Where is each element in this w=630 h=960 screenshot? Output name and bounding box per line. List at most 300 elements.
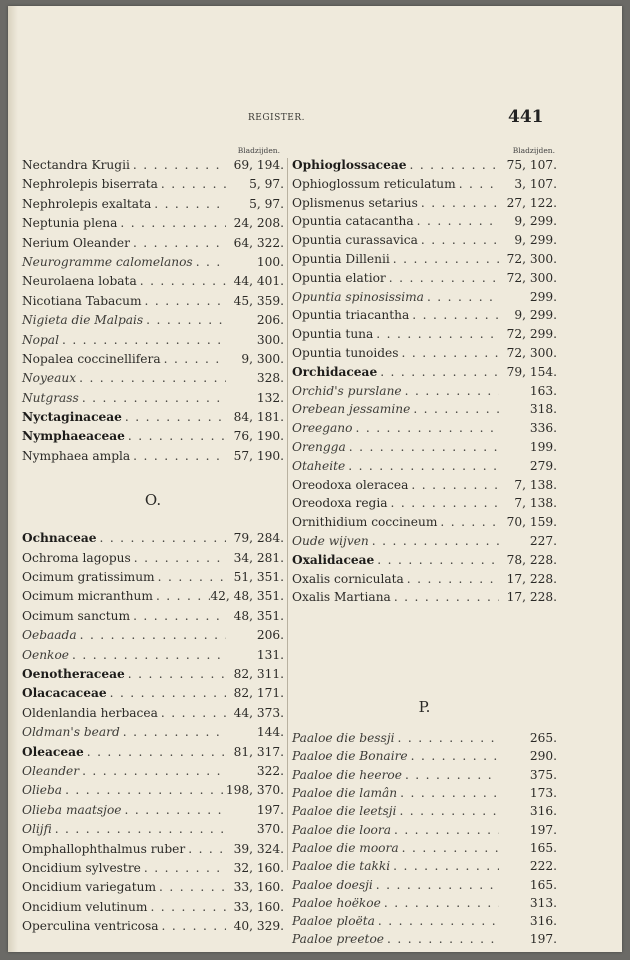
dot-leader	[404, 572, 499, 586]
entry-pages: 81, 317.	[233, 744, 284, 759]
entry-name: Opuntia Dillenii	[292, 251, 390, 266]
dot-leader	[142, 294, 226, 308]
entry-name: Oreegano	[292, 421, 353, 436]
index-entry	[292, 290, 557, 309]
entry-pages: 70, 159.	[506, 515, 557, 530]
dot-leader	[391, 823, 499, 837]
entry-pages: 51, 351.	[233, 570, 284, 585]
entry-name: Nutgrass	[22, 390, 79, 405]
entry-pages: 163.	[529, 383, 557, 398]
entry-pages: 79, 154.	[506, 364, 557, 379]
index-entry	[22, 686, 284, 705]
entry-pages: 9, 299.	[514, 214, 557, 229]
entry-name: Nephrolepis exaltata	[22, 196, 152, 211]
entry-name: Paaloe die heeroe	[292, 767, 402, 782]
index-entry	[292, 421, 557, 440]
dot-leader	[402, 768, 499, 782]
index-entry	[292, 932, 557, 950]
entry-pages: 33, 160.	[233, 880, 284, 895]
entry-name: Paaloe doesji	[292, 877, 373, 892]
dot-leader	[122, 410, 226, 424]
entry-pages: 316.	[529, 804, 557, 819]
running-head: REGISTER.	[248, 113, 305, 123]
dot-leader	[456, 177, 499, 191]
dot-leader	[397, 786, 499, 800]
entry-pages: 48, 351.	[233, 608, 284, 623]
entry-pages: 72, 299.	[506, 327, 557, 342]
entry-name: Orchid's purslane	[292, 383, 402, 398]
entry-pages: 75, 107.	[506, 158, 557, 172]
entry-pages: 265.	[529, 731, 557, 746]
pages-column-label: Bladzijden.	[237, 146, 280, 155]
entry-name: Ophioglossaceae	[292, 158, 407, 172]
entry-name: Olieba	[22, 783, 63, 798]
entry-name: Oxalis corniculata	[292, 571, 404, 586]
entry-pages: 64, 322.	[233, 235, 284, 250]
dot-leader	[373, 327, 499, 341]
entry-name: Neptunia plena	[22, 216, 118, 231]
dot-leader	[143, 313, 226, 327]
entry-pages: 318.	[529, 402, 557, 417]
entry-pages: 33, 160.	[233, 899, 284, 914]
dot-leader	[77, 628, 226, 642]
entry-name: Ornithidium coccineum	[292, 515, 438, 530]
entry-name: Paaloe ploëta	[292, 914, 375, 929]
entry-pages: 328.	[256, 371, 284, 386]
dot-leader	[151, 197, 226, 211]
section-p-list	[292, 731, 557, 951]
dot-leader	[395, 731, 500, 745]
entry-name: Paaloe hoëkoe	[292, 895, 381, 910]
dot-leader	[377, 365, 499, 379]
index-entry	[292, 823, 557, 841]
entry-name: Opuntia curassavica	[292, 233, 418, 248]
index-entry	[22, 783, 284, 802]
dot-leader	[161, 352, 226, 366]
entry-pages: 165.	[529, 877, 557, 892]
dot-leader	[437, 515, 499, 529]
entry-pages: 44, 401.	[233, 274, 284, 289]
entry-name: Opuntia catacantha	[292, 214, 414, 229]
dot-leader	[125, 429, 226, 443]
entry-name: Olacacaceae	[22, 686, 107, 701]
index-entry	[292, 841, 557, 859]
entry-name: Orchidaceae	[292, 364, 378, 379]
entry-name: Opuntia elatior	[292, 270, 386, 285]
entry-name: Oleander	[22, 763, 80, 778]
entry-name: Paaloe preetoe	[292, 932, 385, 947]
index-entry	[292, 233, 557, 252]
entry-name: Oenotheraceae	[22, 666, 125, 681]
entry-pages: 131.	[256, 647, 284, 662]
entry-pages: 72, 300.	[506, 251, 557, 266]
left-column	[22, 146, 284, 938]
index-entry	[292, 308, 557, 327]
index-entry	[22, 648, 284, 667]
index-entry	[292, 402, 557, 421]
index-entry	[22, 449, 284, 468]
entry-pages: 7, 138.	[514, 477, 557, 492]
entry-pages: 78, 228.	[506, 552, 557, 567]
entry-pages: 279.	[529, 458, 557, 473]
entry-name: Oreodoxa oleracea	[292, 477, 409, 492]
index-entry	[22, 236, 284, 255]
entry-pages: 197.	[529, 932, 557, 947]
index-entry	[22, 313, 284, 332]
entry-name: Opuntia tuna	[292, 327, 374, 342]
index-entry	[22, 274, 284, 293]
entry-name: Paaloe die bessji	[292, 731, 395, 746]
section-letter-p: P.	[418, 698, 431, 717]
index-entry	[22, 410, 284, 429]
dot-leader	[410, 402, 499, 416]
index-entry	[292, 515, 557, 534]
entry-name: Opuntia triacantha	[292, 308, 410, 323]
entry-pages: 144.	[256, 725, 284, 740]
index-entry	[22, 570, 284, 589]
entry-pages: 9, 299.	[514, 308, 557, 323]
entry-name: Oleaceae	[22, 744, 84, 759]
index-entry	[22, 216, 284, 235]
entry-name: Oncidium velutinum	[22, 899, 148, 914]
book-page	[8, 6, 622, 952]
pages-column-label: Bladzijden.	[512, 146, 555, 155]
entry-pages: 198, 370.	[225, 783, 284, 798]
index-entry	[292, 553, 557, 572]
entry-pages: 197.	[529, 822, 557, 837]
dot-leader	[414, 214, 499, 228]
entry-name: Oebaada	[22, 628, 77, 643]
entry-name: Opuntia spinosissima	[292, 289, 424, 304]
section-o-list	[22, 531, 284, 938]
index-entry	[292, 534, 557, 553]
index-entry	[22, 429, 284, 448]
entry-pages: 5, 97.	[249, 196, 284, 211]
dot-leader	[418, 196, 499, 210]
page-binding-shadow	[8, 6, 18, 952]
entry-pages: 9, 300.	[241, 351, 284, 366]
index-entry	[292, 731, 557, 749]
entry-pages: 45, 359.	[233, 293, 284, 308]
dot-leader	[79, 391, 226, 405]
index-entry	[292, 346, 557, 365]
entry-name: Paaloe die moora	[292, 840, 399, 855]
dot-leader	[96, 531, 226, 545]
index-entry	[292, 214, 557, 233]
entry-pages: 336.	[529, 421, 557, 436]
index-entry	[22, 531, 284, 550]
entry-pages: 5, 97.	[249, 177, 284, 192]
dot-leader	[147, 900, 226, 914]
dot-leader	[408, 749, 499, 763]
dot-leader	[391, 590, 499, 604]
dot-leader	[159, 919, 226, 933]
dot-leader	[346, 440, 499, 454]
index-entry	[292, 252, 557, 271]
entry-pages: 82, 311.	[233, 666, 284, 681]
dot-leader	[408, 478, 499, 492]
dot-leader	[402, 384, 499, 398]
entry-pages: 100.	[256, 254, 284, 269]
entry-pages: 39, 324.	[233, 841, 284, 856]
index-entry	[22, 197, 284, 216]
entry-name: Ophioglossum reticulatum	[292, 176, 456, 191]
dot-leader	[369, 534, 499, 548]
entry-pages: 9, 299.	[514, 233, 557, 248]
entry-name: Nymphaea ampla	[22, 448, 131, 463]
entry-name: Orebean jessamine	[292, 402, 411, 417]
dot-leader	[130, 158, 226, 172]
entry-name: Ochroma lagopus	[22, 550, 131, 565]
index-entry	[292, 749, 557, 767]
index-entry	[292, 878, 557, 896]
entry-pages: 42, 48, 351.	[210, 589, 284, 604]
index-entry	[22, 706, 284, 725]
dot-leader	[52, 822, 226, 836]
entry-name: Nigieta die Malpais	[22, 313, 144, 328]
section-n-list	[22, 158, 284, 468]
column-divider	[287, 158, 288, 870]
dot-leader	[418, 233, 499, 247]
index-entry	[22, 391, 284, 410]
entry-name: Otaheite	[292, 458, 346, 473]
index-entry	[292, 590, 557, 609]
entry-name: Oenkoe	[22, 647, 69, 662]
entry-pages: 206.	[256, 628, 284, 643]
index-entry	[22, 764, 284, 783]
dot-leader	[156, 880, 226, 894]
page-number: 441	[508, 107, 544, 127]
index-entry	[22, 255, 284, 274]
entry-pages: 34, 281.	[233, 550, 284, 565]
dot-leader	[59, 333, 226, 347]
dot-leader	[381, 896, 499, 910]
index-entry	[22, 667, 284, 686]
index-entry	[292, 768, 557, 786]
index-entry	[22, 371, 284, 390]
index-entry	[22, 803, 284, 822]
entry-name: Nopal	[22, 332, 59, 347]
index-entry	[22, 609, 284, 628]
entry-pages: 227.	[529, 533, 557, 548]
index-entry	[292, 158, 557, 177]
index-entry	[292, 572, 557, 591]
index-entry	[22, 177, 284, 196]
dot-leader	[396, 804, 499, 818]
entry-name: Ocimum micranthum	[22, 589, 153, 604]
entry-name: Orengga	[292, 439, 346, 454]
entry-name: Nicotiana Tabacum	[22, 293, 142, 308]
entry-name: Nerium Oleander	[22, 235, 130, 250]
dot-leader	[390, 252, 499, 266]
entry-pages: 222.	[529, 859, 557, 874]
dot-leader	[424, 290, 499, 304]
dot-leader	[130, 609, 226, 623]
entry-name: Olijfi	[22, 822, 52, 837]
index-entry	[292, 496, 557, 515]
index-entry	[292, 177, 557, 196]
entry-pages: 197.	[256, 802, 284, 817]
index-entry	[22, 900, 284, 919]
dot-leader	[137, 274, 226, 288]
entry-name: Oxalidaceae	[292, 552, 375, 567]
entry-pages: 313.	[529, 895, 557, 910]
dot-leader	[76, 371, 226, 385]
entry-name: Nopalea coccinellifera	[22, 351, 161, 366]
dot-leader	[399, 841, 499, 855]
index-entry	[292, 196, 557, 215]
dot-leader	[374, 553, 499, 567]
index-entry	[22, 725, 284, 744]
dot-leader	[158, 706, 226, 720]
entry-name: Oldman's beard	[22, 725, 120, 740]
entry-pages: 375.	[529, 767, 557, 782]
index-entry	[292, 384, 557, 403]
index-entry	[292, 859, 557, 877]
index-entry	[22, 294, 284, 313]
dot-leader	[130, 236, 226, 250]
index-entry	[292, 440, 557, 459]
entry-pages: 7, 138.	[514, 496, 557, 511]
dot-leader	[193, 255, 226, 269]
dot-leader	[390, 859, 499, 873]
dot-leader	[153, 589, 210, 603]
index-entry	[22, 842, 284, 861]
entry-name: Neurogramme calomelanos	[22, 254, 193, 269]
dot-leader	[79, 764, 226, 778]
index-entry	[292, 804, 557, 822]
index-entry	[22, 822, 284, 841]
entry-name: Oxalis Martiana	[292, 590, 391, 605]
dot-leader	[122, 803, 226, 817]
dot-leader	[120, 725, 226, 739]
dot-leader	[69, 648, 226, 662]
dot-leader	[388, 496, 499, 510]
dot-leader	[117, 216, 226, 230]
section-o-continued-list	[292, 158, 557, 609]
dot-leader	[130, 449, 226, 463]
entry-pages: 173.	[529, 786, 557, 801]
entry-pages: 132.	[256, 390, 284, 405]
entry-pages: 17, 228.	[506, 590, 557, 605]
entry-name: Paaloe die lamân	[292, 786, 398, 801]
entry-pages: 84, 181.	[233, 410, 284, 425]
dot-leader	[373, 878, 499, 892]
entry-pages: 300.	[256, 332, 284, 347]
entry-pages: 370.	[256, 822, 284, 837]
index-entry	[22, 880, 284, 899]
entry-name: Oreodoxa regia	[292, 496, 388, 511]
entry-name: Paaloe die Bonaire	[292, 749, 408, 764]
entry-pages: 316.	[529, 914, 557, 929]
dot-leader	[345, 459, 499, 473]
entry-name: Opuntia tunoides	[292, 345, 399, 360]
entry-pages: 76, 190.	[233, 429, 284, 444]
entry-pages: 69, 194.	[233, 158, 284, 172]
entry-name: Paaloe die leetsji	[292, 804, 397, 819]
entry-name: Ochnaceae	[22, 531, 97, 546]
dot-leader	[141, 861, 226, 875]
index-entry	[22, 861, 284, 880]
entry-pages: 165.	[529, 840, 557, 855]
entry-name: Oldenlandia herbacea	[22, 705, 158, 720]
entry-pages: 290.	[529, 749, 557, 764]
index-entry	[22, 333, 284, 352]
entry-name: Olieba maatsjoe	[22, 802, 122, 817]
index-entry	[22, 352, 284, 371]
index-entry	[292, 896, 557, 914]
entry-name: Ocimum sanctum	[22, 608, 131, 623]
entry-name: Oplismenus setarius	[292, 195, 418, 210]
index-entry	[292, 478, 557, 497]
entry-pages: 72, 300.	[506, 345, 557, 360]
entry-name: Nymphaeaceae	[22, 429, 125, 444]
entry-pages: 24, 208.	[233, 216, 284, 231]
dot-leader	[62, 783, 226, 797]
index-entry	[292, 327, 557, 346]
dot-leader	[353, 421, 500, 435]
dot-leader	[399, 346, 499, 360]
index-entry	[22, 628, 284, 647]
entry-pages: 57, 190.	[233, 448, 284, 463]
entry-pages: 17, 228.	[506, 571, 557, 586]
index-entry	[292, 365, 557, 384]
entry-pages: 27, 122.	[506, 195, 557, 210]
dot-leader	[185, 842, 226, 856]
dot-leader	[107, 686, 226, 700]
dot-leader	[84, 745, 226, 759]
index-entry	[22, 158, 284, 177]
entry-pages: 322.	[256, 763, 284, 778]
entry-pages: 82, 171.	[233, 686, 284, 701]
dot-leader	[131, 551, 226, 565]
entry-name: Operculina ventricosa	[22, 919, 159, 934]
entry-pages: 32, 160.	[233, 860, 284, 875]
entry-name: Nephrolepis biserrata	[22, 177, 158, 192]
dot-leader	[386, 271, 499, 285]
index-entry	[22, 551, 284, 570]
entry-pages: 72, 300.	[506, 270, 557, 285]
entry-name: Omphallophthalmus ruber	[22, 841, 186, 856]
dot-leader	[155, 570, 226, 584]
index-entry	[292, 459, 557, 478]
entry-name: Paaloe die takki	[292, 859, 391, 874]
entry-name: Ocimum gratissimum	[22, 570, 155, 585]
dot-leader	[125, 667, 226, 681]
dot-leader	[406, 158, 499, 172]
entry-name: Nectandra Krugii	[22, 158, 130, 172]
index-entry	[22, 745, 284, 764]
entry-pages: 299.	[529, 289, 557, 304]
entry-pages: 40, 329.	[233, 919, 284, 934]
entry-name: Paaloe die loora	[292, 822, 391, 837]
dot-leader	[384, 932, 499, 946]
section-letter-o: O.	[144, 491, 162, 510]
dot-leader	[409, 308, 499, 322]
entry-pages: 44, 373.	[233, 705, 284, 720]
index-entry	[292, 271, 557, 290]
dot-leader	[158, 177, 226, 191]
dot-leader	[375, 914, 499, 928]
entry-pages: 79, 284.	[233, 531, 284, 546]
entry-pages: 199.	[529, 439, 557, 454]
index-entry	[22, 919, 284, 938]
right-column	[292, 146, 557, 951]
entry-name: Neurolaena lobata	[22, 274, 137, 289]
index-entry	[22, 589, 284, 608]
entry-name: Noyeaux	[22, 371, 77, 386]
index-entry	[292, 786, 557, 804]
